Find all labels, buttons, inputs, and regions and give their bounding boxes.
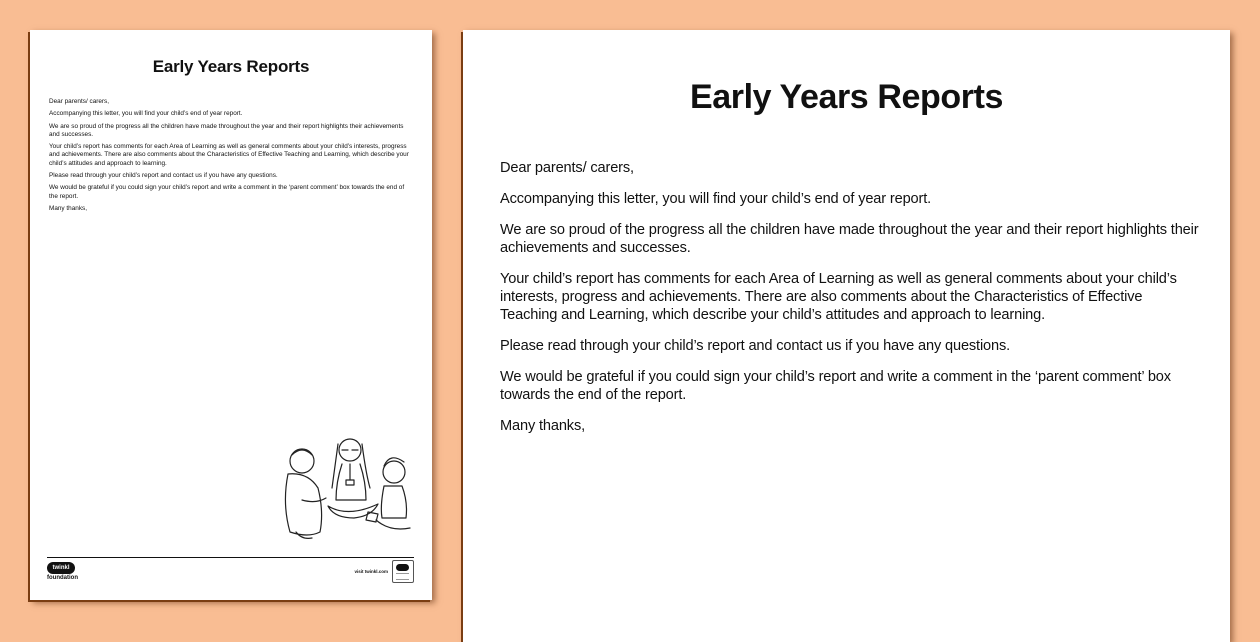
- children-illustration-icon: [272, 428, 422, 550]
- badge-lines: [396, 573, 409, 580]
- thumbnail-paragraph: Please read through your child’s report and contact us if you have any questions.: [49, 172, 278, 180]
- thumbnail-paragraph: Dear parents/ carers,: [49, 98, 110, 105]
- thumbnail-paragraph: We are so proud of the progress all the children have made throughout the year and their report highlights their achievements and successes.: [49, 122, 404, 138]
- badge-cloud-icon: [396, 564, 409, 571]
- letter-signoff: Many thanks,: [500, 418, 585, 434]
- logo-sub-text: foundation: [47, 575, 78, 581]
- twinkl-foundation-logo: [47, 562, 83, 584]
- letter-body: [500, 159, 1200, 448]
- footer-url: visit twinkl.com: [354, 569, 388, 574]
- thumbnail-paragraph: Many thanks,: [49, 204, 88, 212]
- footer-divider: [47, 557, 414, 558]
- thumbnail-paragraph: Your child’s report has comments for each Area of Learning as well as general comments about your child’s interests, progress and achievements. There are also comments about the Characteristics of Effective Teaching and Learning, which describe your child’s attitudes and approach to learning.: [49, 143, 409, 167]
- page-title: Early Years Reports: [689, 78, 1004, 116]
- main-page-preview: [463, 30, 1230, 642]
- logo-cloud-text: twinkl: [47, 562, 75, 574]
- quality-badge-icon: [392, 560, 414, 583]
- letter-paragraph: We are so proud of the progress all the children have made throughout the year and their report highlights their achievements and successes.: [500, 222, 1199, 256]
- thumbnail-page-preview[interactable]: [30, 30, 432, 600]
- thumbnail-letter-body: [49, 98, 412, 217]
- thumbnail-title: Early Years Reports: [152, 57, 310, 76]
- letter-paragraph: Please read through your child’s report and contact us if you have any questions.: [500, 338, 1011, 354]
- thumbnail-paragraph: Accompanying this letter, you will find your child’s end of year report.: [49, 110, 243, 118]
- letter-greeting: Dear parents/ carers,: [500, 160, 634, 176]
- thumbnail-paragraph: We would be grateful if you could sign your child’s report and write a comment in the ‘parent comment’ box towards the end of the report.: [49, 184, 405, 200]
- letter-paragraph: We would be grateful if you could sign your child’s report and write a comment in the ‘parent comment’ box towards the end of the report.: [500, 369, 1171, 403]
- letter-paragraph: Your child’s report has comments for each Area of Learning as well as general comments about your child’s interests, progress and achievements. There are also comments about the Characteristics of Effective Teaching and Learning, which describe your child’s attitudes and approach to learning.: [500, 271, 1177, 323]
- letter-paragraph: Accompanying this letter, you will find your child’s end of year report.: [500, 191, 932, 207]
